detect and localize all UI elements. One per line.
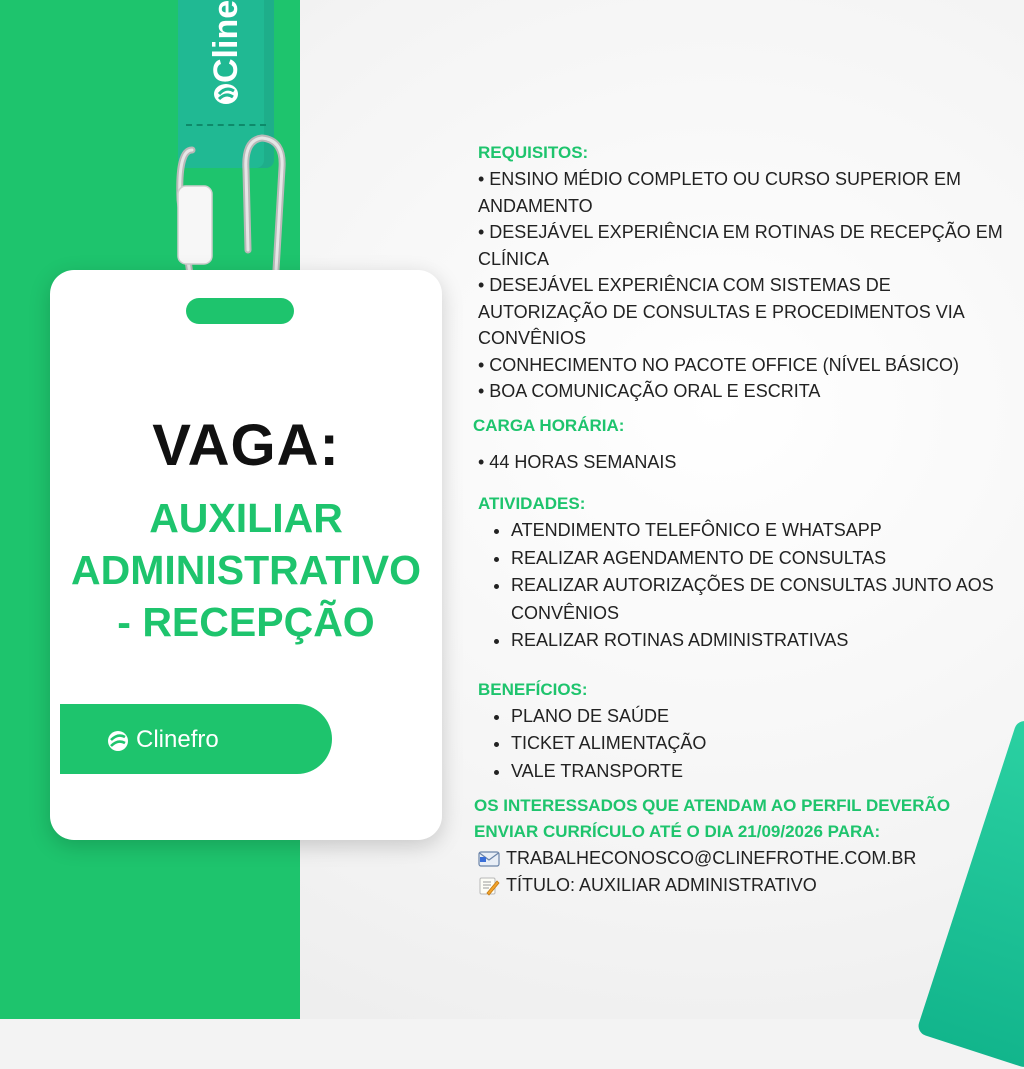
role-line: ADMINISTRATIVO	[70, 547, 421, 593]
requisito-line: ANDAMENTO	[478, 195, 593, 216]
contact-section	[478, 845, 1018, 899]
cta-section	[474, 793, 1018, 845]
carga-section	[473, 413, 1018, 476]
list-item: • TICKET ALIMENTAÇÃO	[511, 730, 1018, 758]
list-item: • ATENDIMENTO TELEFÔNICO E WHATSAPP	[511, 517, 1018, 545]
atividades-list	[478, 517, 1018, 655]
requisito-line: • CONHECIMENTO NO PACOTE OFFICE (NÍVEL BÁSICO)	[478, 354, 960, 375]
atividades-section	[478, 491, 1018, 655]
list-item: • REALIZAR ROTINAS ADMINISTRATIVAS	[511, 627, 1018, 655]
memo-pencil-icon	[478, 876, 500, 896]
requisito-line: • DESEJÁVEL EXPERIÊNCIA COM SISTEMAS DE	[478, 275, 891, 295]
clinefro-logo-icon	[106, 727, 130, 753]
beneficios-list	[478, 703, 1018, 786]
contact-subject: TÍTULO: AUXILIAR ADMINISTRATIVO	[506, 875, 817, 895]
lanyard-brand-text: Cline	[207, 0, 245, 84]
requisito-line: • ENSINO MÉDIO COMPLETO OU CURSO SUPERIOR EM	[478, 169, 962, 189]
carga-item: • 44 HORAS SEMANAIS	[478, 451, 677, 472]
requisito-line: CLÍNICA	[478, 248, 550, 269]
cta-line: ENVIAR CURRÍCULO ATÉ O DIA 21/09/2026 PARA:	[474, 822, 881, 841]
requisitos-title: REQUISITOS:	[478, 143, 589, 162]
carga-title: CARGA HORÁRIA:	[473, 415, 625, 435]
beneficios-title: BENEFÍCIOS:	[478, 679, 588, 699]
contact-email[interactable]: TRABALHECONOSCO@CLINEFROTHE.COM.BR	[506, 848, 917, 868]
requisito-line: CONVÊNIOS	[478, 328, 587, 348]
requisito-line: • BOA COMUNICAÇÃO ORAL E ESCRITA	[478, 381, 821, 401]
badge-role-title	[50, 492, 442, 648]
role-line: - RECEPÇÃO	[117, 599, 375, 645]
requisitos-section	[478, 140, 1018, 405]
badge-brand-name: Clinefro	[136, 726, 219, 753]
envelope-icon	[478, 849, 500, 869]
beneficios-section	[478, 677, 1018, 786]
contact-subject-row	[478, 872, 1018, 899]
requisito-line: • DESEJÁVEL EXPERIÊNCIA EM ROTINAS DE RECEPÇÃO EM	[478, 222, 1003, 242]
cta-line: OS INTERESSADOS QUE ATENDAM AO PERFIL DEVERÃO	[474, 796, 951, 815]
list-item: • REALIZAR AGENDAMENTO DE CONSULTAS	[511, 545, 1018, 573]
list-item: • PLANO DE SAÚDE	[511, 703, 1018, 731]
atividades-title: ATIVIDADES:	[478, 494, 586, 513]
role-line: AUXILIAR	[149, 495, 343, 541]
badge-heading: VAGA:	[152, 413, 340, 478]
list-item: • VALE TRANSPORTE	[511, 758, 1018, 786]
list-item: • REALIZAR AUTORIZAÇÕES DE CONSULTAS JUNTO AOS CONVÊNIOS	[511, 572, 1018, 627]
requisito-line: AUTORIZAÇÃO DE CONSULTAS E PROCEDIMENTOS VIA	[478, 301, 965, 322]
job-details	[473, 140, 1018, 899]
badge-slot	[186, 298, 294, 324]
contact-email-row	[478, 845, 1018, 872]
